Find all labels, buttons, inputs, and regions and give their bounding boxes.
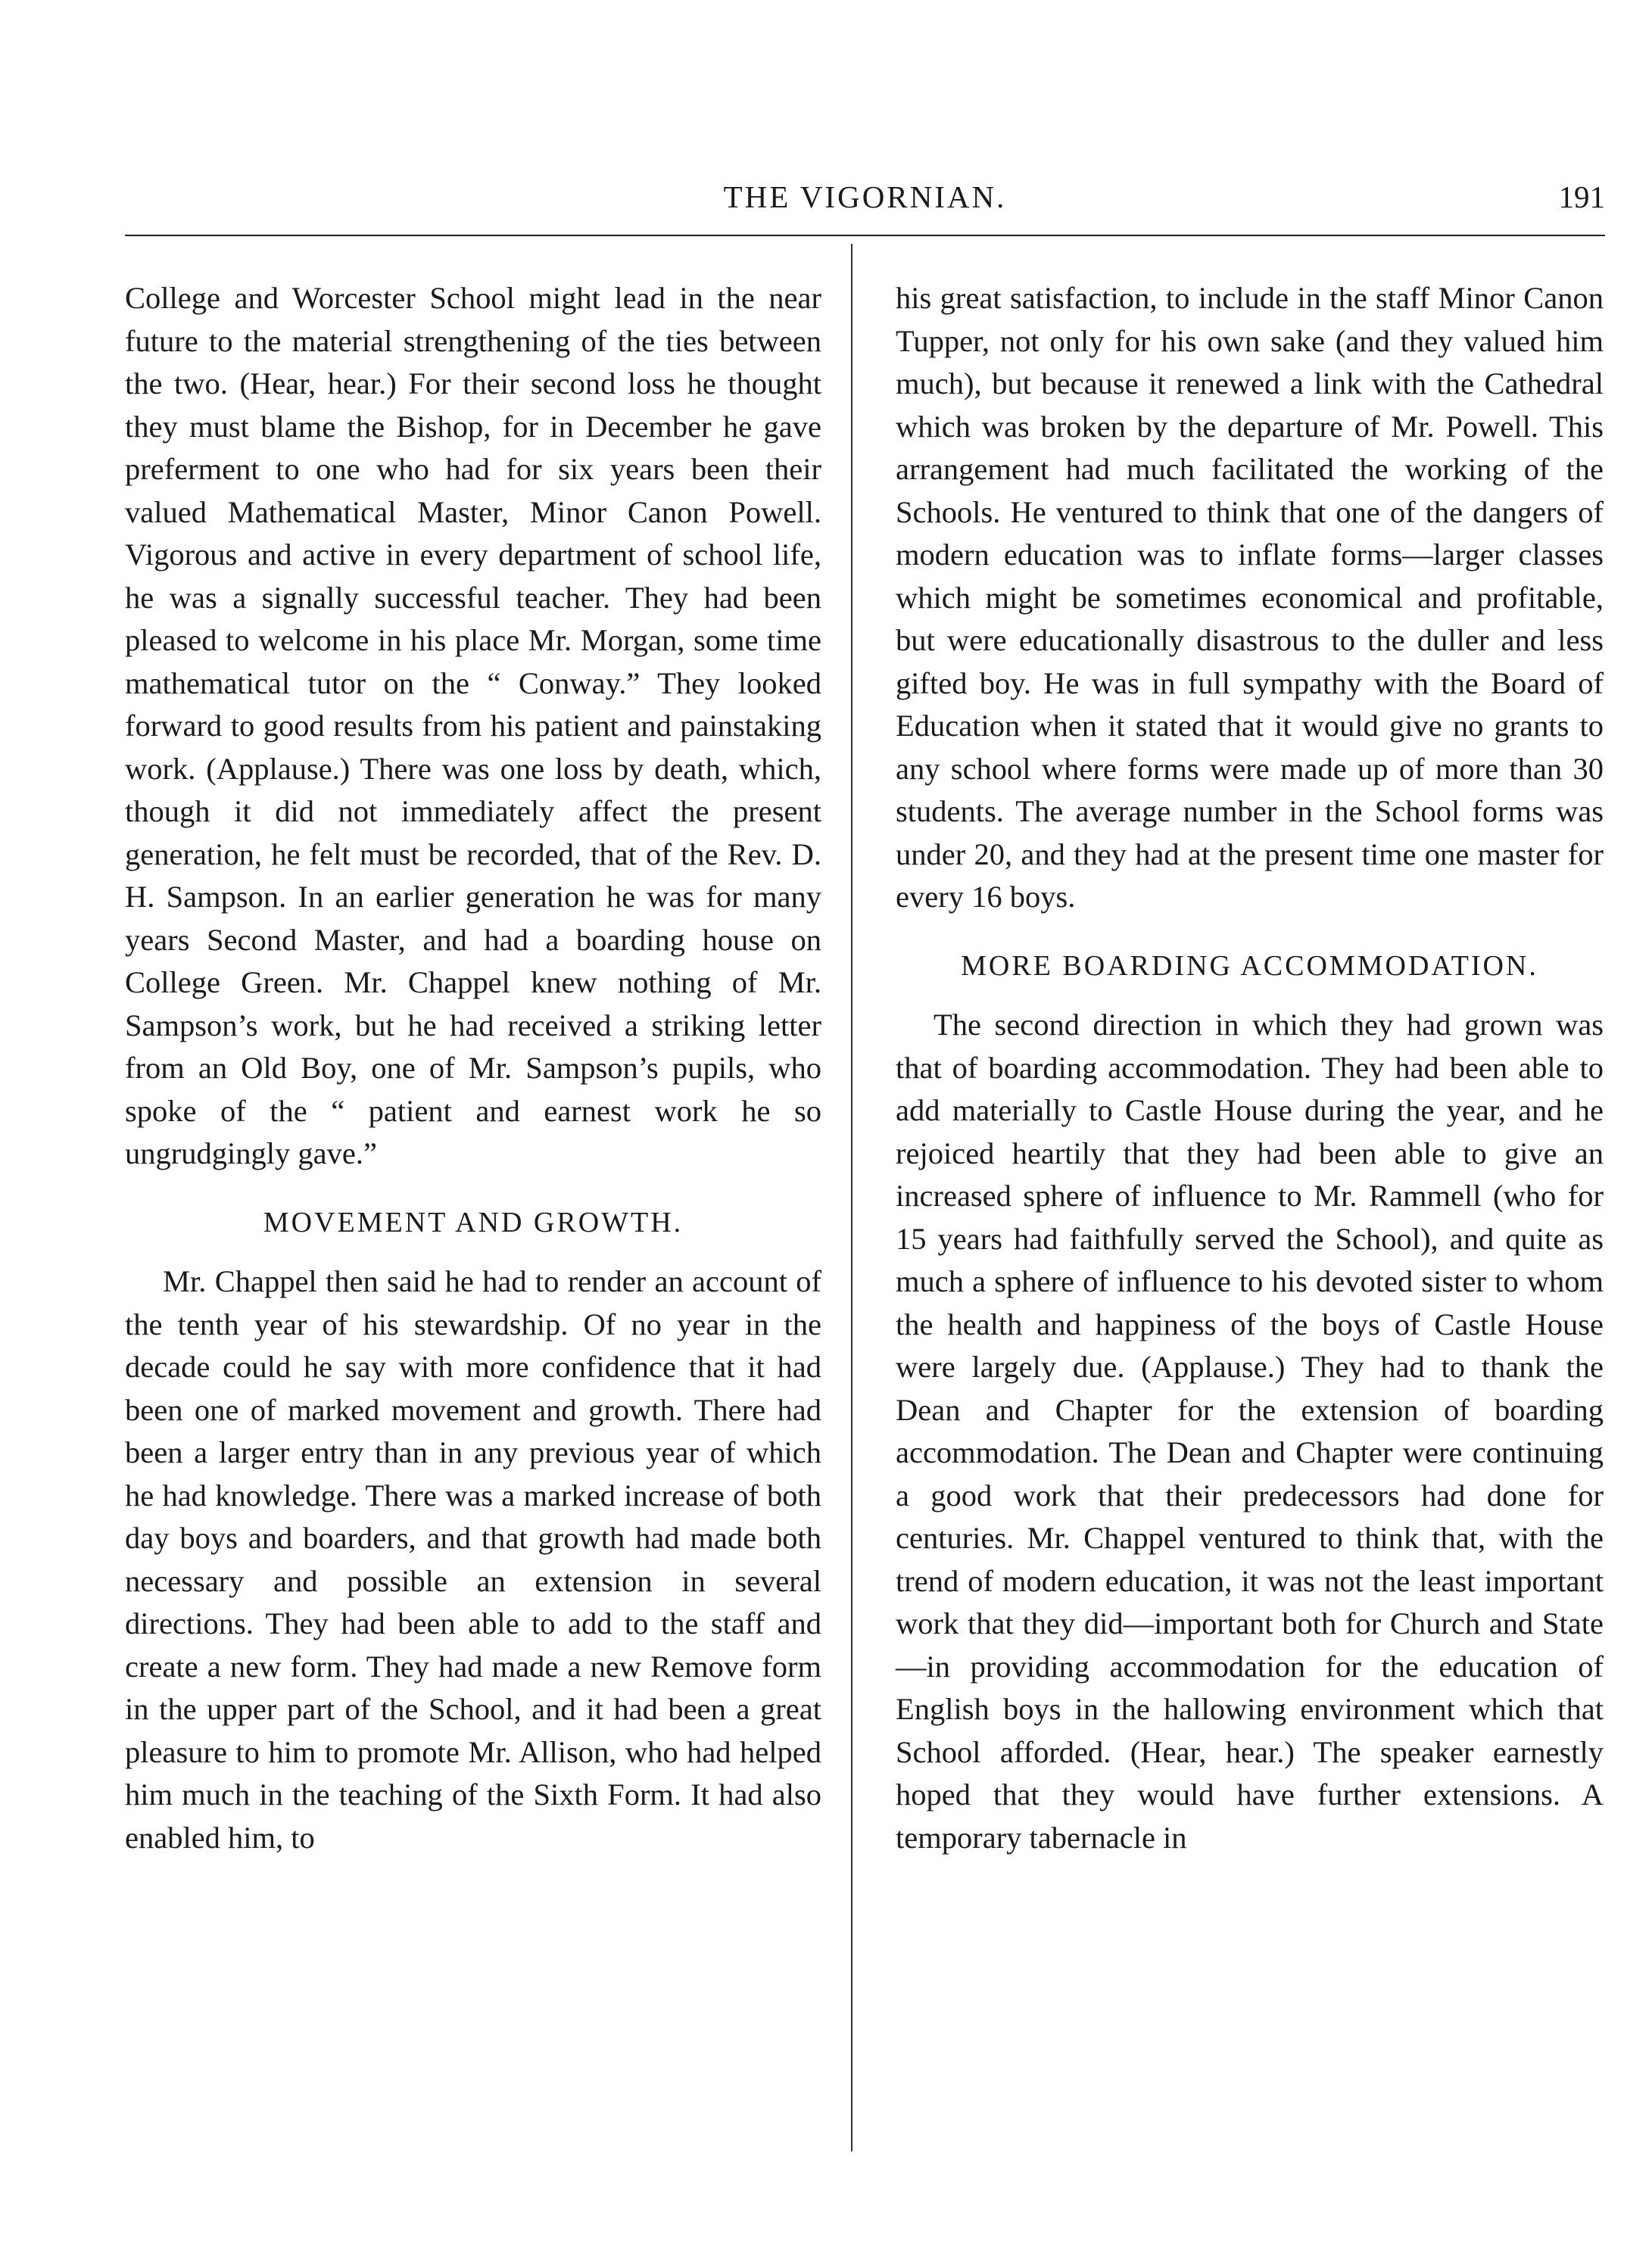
left-paragraph-1: College and Worcester School might lead in the near future to the material strengthening of the ties between the two. (Hear, hear.) For their second loss he thought they must blame the Bishop, for in December he gave preferment to one who had for six years been their valued Mathematical Master, Minor Canon Powell. Vigorous and active in every department of school life, he was a signally successful teacher. They had been pleased to welcome in his place Mr. Morgan, some time mathematical tutor on the “ Conway.” They looked forward to good results from his patient and painstaking work. (Applause.) There was one loss by death, which, though it did not immediately affect the present generation, he felt must be recorded, that of the Rev. D. H. Sampson. In an earlier generation he was for many years Second Master, and had a boarding house on College Green. Mr. Chappel knew nothing of Mr. Sampson’s work, but he had received a striking letter from an Old Boy, one of Mr. Sampson’s pupils, who spoke of the “ patient and earnest work he so ungrudgingly gave.”: [125, 281, 821, 1170]
header-rule: [125, 235, 1605, 236]
page-header: [125, 179, 1605, 233]
running-title: THE VIGORNIAN.: [723, 179, 1007, 214]
right-column: [896, 277, 1604, 1859]
column-divider: [851, 244, 852, 2151]
right-paragraph-1: his great satisfaction, to include in the staff Minor Canon Tupper, not only for his own sake (and they valued him much), but because it renewed a link with the Cathedral which was broken by the departure of Mr. Powell. This arrangement had much facilitated the working of the Schools. He ventured to think that one of the dangers of modern education was to inflate forms—larger classes which might be sometimes economical and profitable, but were educationally disastrous to the duller and less gifted boy. He was in full sympathy with the Board of Education when it stated that it would give no grants to any school where forms were made up of more than 30 students. The average number in the School forms was under 20, and they had at the present time one master for every 16 boys.: [896, 281, 1604, 914]
page-number: 191: [1558, 179, 1605, 214]
left-paragraph-2: Mr. Chappel then said he had to render an account of the tenth year of his stewardship. Of no year in the decade could he say with more confidence that it had been one of marked movement and growth. There had been a larger entry than in any previous year of which he had knowledge. There was a marked increase of both day boys and boarders, and that growth had made both necessary and possible an extension in several directions. They had been able to add to the staff and create a new form. They had made a new Remove form in the upper part of the School, and it had been a great pleasure to him to promote Mr. Allison, who had helped him much in the teaching of the Sixth Form. It had also enabled him, to: [125, 1264, 821, 1855]
right-paragraph-2: The second direction in which they had grown was that of boarding accommodation. They had been able to add materially to Castle House during the year, and he rejoiced heartily that they had been able to give an increased sphere of influence to Mr. Rammell (who for 15 years had faithfully served the School), and quite as much a sphere of influence to his devoted sister to whom the health and happiness of the boys of Castle House were largely due. (Applause.) They had to thank the Dean and Chapter for the extension of boarding accommodation. The Dean and Chapter were continuing a good work that their predecessors had done for centuries. Mr. Chappel ventured to think that, with the trend of modern education, it was not the least important work that they did—important both for Church and State —in providing accommodation for the education of English boys in the hallowing environment which that School afforded. (Hear, hear.) The speaker earnestly hoped that they would have further extensions. A temporary tabernacle in: [896, 1008, 1604, 1855]
section-heading-boarding: MORE BOARDING ACCOMMODATION.: [961, 949, 1538, 982]
section-heading-movement: MOVEMENT AND GROWTH.: [263, 1206, 684, 1238]
left-column: [125, 277, 821, 1859]
